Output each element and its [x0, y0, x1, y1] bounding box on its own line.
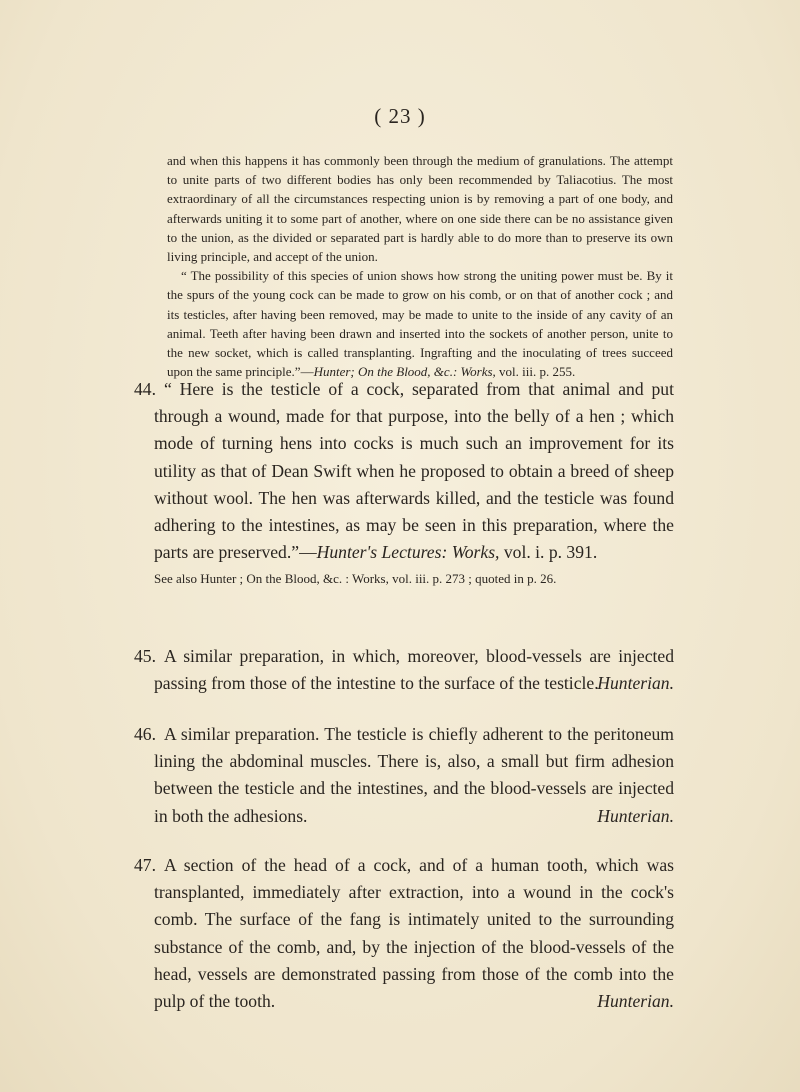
entry-47 — [134, 852, 674, 1015]
entry-number: 47. — [134, 855, 156, 875]
entry-text: A similar preparation, in which, moreover, blood-vessels are injected passing from those of the intestine to the surface of the testicle. — [154, 646, 674, 694]
page-number: ( 23 ) — [374, 104, 426, 128]
entry-source: Hunterian. — [597, 991, 674, 1012]
entry-source: Hunterian. — [597, 805, 674, 826]
hunter-quote-block — [167, 151, 673, 381]
entry-44 — [134, 376, 674, 588]
entry-45 — [134, 643, 674, 697]
entry-number: 46. — [134, 724, 156, 744]
quote-citation: Hunter; On the Blood, &c.: Works, — [313, 364, 496, 380]
entry-number: 45. — [134, 646, 156, 666]
entry-text: “ Here is the testicle of a cock, separated from that animal and put through a wound, made for that purpose, into the belly of a hen ; which mode of turning hens into cocks is much such an improvement for its utility as that of Dean Swift when he proposed to obtain a breed of sheep without wool. The hen was afterwards killed, and the testicle was found adhering to the intestines, as may be seen in this preparation, where the parts are preserved.”— — [154, 379, 674, 563]
quote-paragraph-1: and when this happens it has commonly been through the medium of granulations. The attempt to unite parts of two different bodies has only been recommended by Taliacotius. The most extraordinary of all the circumstances respecting union is by removing a part of one body, and afterwards uniting it to some part of another, where on one side there can be no assistance given to the union, as the divided or separated part is hardly able to do more than to preserve its own living principle, and accept of the union. — [167, 153, 673, 265]
entry-text: A section of the head of a cock, and of a human tooth, which was transplanted, immediately after extraction, into a wound in the cock's comb. The surface of the fang is intimately united to the surrounding substance of the comb, and, by the injection of the blood-vessels of the head, vessels are demonstrated passing from those of the comb into the pulp of the tooth. — [154, 855, 674, 1012]
entry-46 — [134, 721, 674, 830]
entry-number: 44. — [134, 379, 156, 399]
entry-reference: vol. i. p. 391. — [499, 542, 598, 563]
entry-source: Hunterian. — [597, 673, 674, 694]
entry-text: A similar preparation. The testicle is chiefly adherent to the peritoneum lining the abdominal muscles. There is, also, a small but firm adhesion between the testicle and the intestines, and the blood-vessels are injected in both the adhesions. — [154, 724, 674, 826]
entry-citation: Hunter's Lectures: Works, — [316, 542, 500, 563]
entry-footnote: See also Hunter ; On the Blood, &c. : Works, vol. iii. p. 273 ; quoted in p. 26. — [154, 571, 557, 587]
quote-reference: vol. iii. p. 255. — [495, 364, 576, 380]
quote-paragraph-2: “ The possibility of this species of union shows how strong the uniting power must be. By it the spurs of the young cock can be made to grow on his comb, or on that of another cock ; and its testicles, after having been removed, may be made to unite to the inside of any cavity of an animal. Teeth after having been drawn and inserted into the sockets of another person, unite to the new socket, which is called transplanting. Ingrafting and the inoculating of trees succeed upon the same principle.”—Hunter; On the Blood, &c.: Works, vol. iii. p. 255. — [167, 268, 673, 380]
